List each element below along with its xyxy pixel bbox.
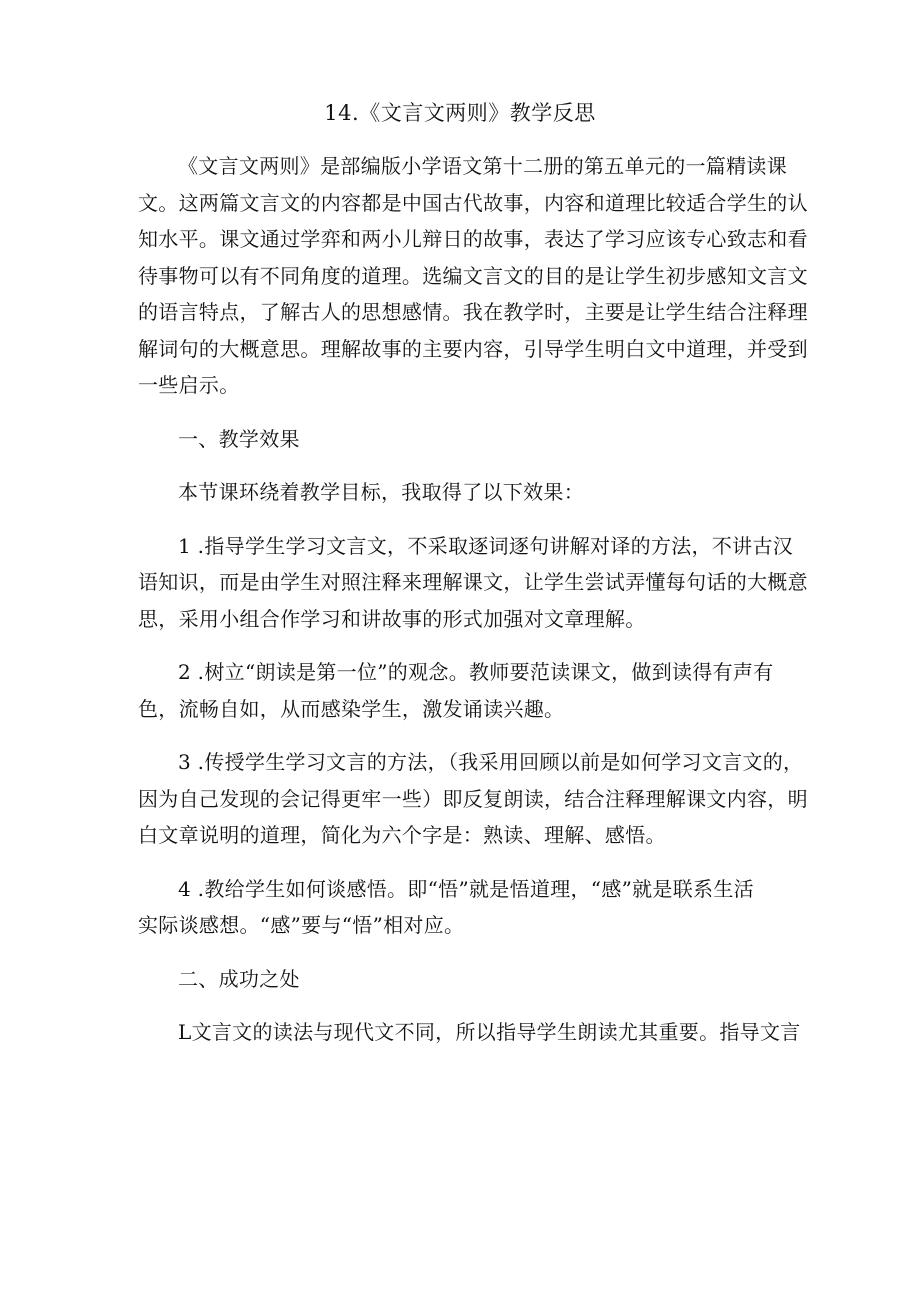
intro-line: 的语言特点，了解古人的思想感情。我在教学时，主要是让学生结合注释理 (138, 300, 808, 324)
intro-line: 《文言文两则》是部编版小学语文第十二册的第五单元的一篇精读课 (178, 154, 787, 178)
section2-paragraph (138, 1014, 801, 1051)
item-2-line: 色，流畅自如，从而感染学生，激发诵读兴趣。 (138, 696, 565, 721)
item-3-line: 3 .传授学生学习文言的方法，（我采用回顾以前是如何学习文言文的， (178, 750, 804, 774)
item-4-paragraph (138, 871, 794, 944)
intro-line: 解词句的大概意思。理解故事的主要内容，引导学生明白文中道理，并受到 (138, 336, 808, 361)
section1-heading: 一、教学效果 (178, 426, 300, 451)
section1-lead: 本节课环绕着教学目标，我取得了以下效果： (178, 480, 584, 504)
intro-line: 文。这两篇文言文的内容都是中国古代故事，内容和道理比较适合学生的认 (138, 190, 808, 215)
intro-line: 待事物可以有不同角度的道理。选编文言文的目的是让学生初步感知文言文 (138, 263, 808, 288)
item-1-line: 思，采用小组合作学习和讲故事的形式加强对文章理解。 (138, 606, 646, 631)
item-1-line: 语知识，而是由学生对照注释来理解课文，让学生尝试弄懂每句话的大概意 (138, 570, 808, 594)
item-2-line: 2 .树立“朗读是第一位”的观念。教师要范读课文，做到读得有声有 (178, 660, 774, 684)
intro-line: 知水平。课文通过学弈和两小儿辩日的故事，表达了学习应该专心致志和看 (138, 227, 808, 251)
section2-heading: 二、成功之处 (178, 966, 300, 991)
item-4-line: 4 .教给学生如何谈感悟。即“悟”就是悟道理，“感”就是联系生活 (178, 876, 754, 901)
item-3-line: 因为自己发现的会记得更牢一些）即反复朗读，结合注释理解课文内容，明 (138, 786, 808, 811)
item-1-line: 1 .指导学生学习文言文，不采取逐词逐句讲解对译的方法，不讲古汉 (178, 533, 794, 558)
item-2-paragraph (138, 654, 794, 727)
document-body (138, 148, 808, 1051)
item-4-line: 实际谈感想。“感”要与“悟”相对应。 (138, 913, 465, 937)
intro-paragraph (138, 148, 808, 404)
section2-line: L文言文的读法与现代文不同，所以指导学生朗读尤其重要。指导文言 (178, 1020, 801, 1044)
item-1-paragraph (138, 528, 808, 638)
item-3-paragraph (138, 744, 808, 854)
intro-line: 一些启示。 (138, 373, 240, 397)
item-3-line: 白文章说明的道理，简化为六个字是：熟读、理解、感悟。 (138, 823, 666, 847)
document-title: 14.《文言文两则》教学反思 (324, 101, 596, 125)
